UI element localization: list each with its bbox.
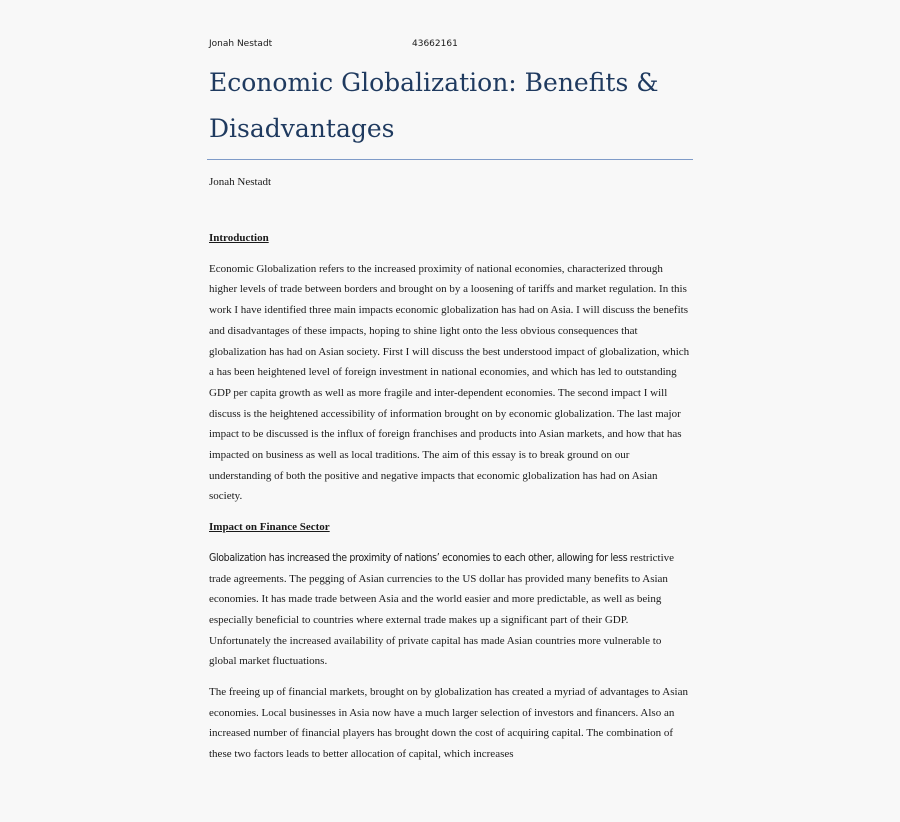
paragraph-rest: restrictive trade agreements. The pegging of Asian currencies to the US dollar has provided many benefits to Asian economies. It has made trade between Asia and the world easier and more predictable, as well as being especially beneficial to countries where external trade makes up a significant part of their GDP. Unfortunately the increased availability of private capital has made Asian countries more vulnerable to global market fluctuations. xyxy=(209,551,675,668)
header-author: Jonah Nestadt xyxy=(209,39,273,49)
paragraph xyxy=(209,548,691,672)
paragraph: The freeing up of financial markets, brought on by globalization has created a myriad of advantages to Asian economies. Local businesses in Asia now have a much larger selection of investors and financers. Also an increased number of financial players has brought down the cost of acquiring capital. The combination of these two factors leads to better allocation of capital, which increases xyxy=(209,686,688,761)
document-title: Economic Globalization: Benefits & Disadvantages xyxy=(209,68,659,143)
section-heading-finance: Impact on Finance Sector xyxy=(209,521,330,534)
header-student-id: 43662161 xyxy=(412,39,458,49)
title-divider xyxy=(207,159,693,160)
paragraph: Economic Globalization refers to the increased proximity of national economies, characterized through higher levels of trade between borders and brought on by a loosening of tariffs and market regulation. In this work I have identified three main impacts economic globalization has had on Asia. I will discuss the benefits and disadvantages of these impacts, hoping to shine light onto the less obvious consequences that globalization has had on Asian society. First I will discuss the best understood impact of globalization, which a has been heightened level of foreign investment in national economies, and which has led to outstanding GDP per capita growth as well as more fragile and inter-dependent economies. The second impact I will discuss is the heightened accessibility of information brought on by economic globalization. The last major impact to be discussed is the influx of foreign franchises and products into Asian markets, and how that has impacted on business as well as local traditions. The aim of this essay is to break ground on our understanding of both the positive and negative impacts that economic globalization has had on Asian society. xyxy=(209,262,690,503)
author-line: Jonah Nestadt xyxy=(209,176,272,188)
section-heading-introduction: Introduction xyxy=(209,232,269,244)
paragraph-lead-line: Globalization has increased the proximity of nations’ economies to each other, allowing for less xyxy=(209,551,628,564)
document-body xyxy=(209,228,691,775)
